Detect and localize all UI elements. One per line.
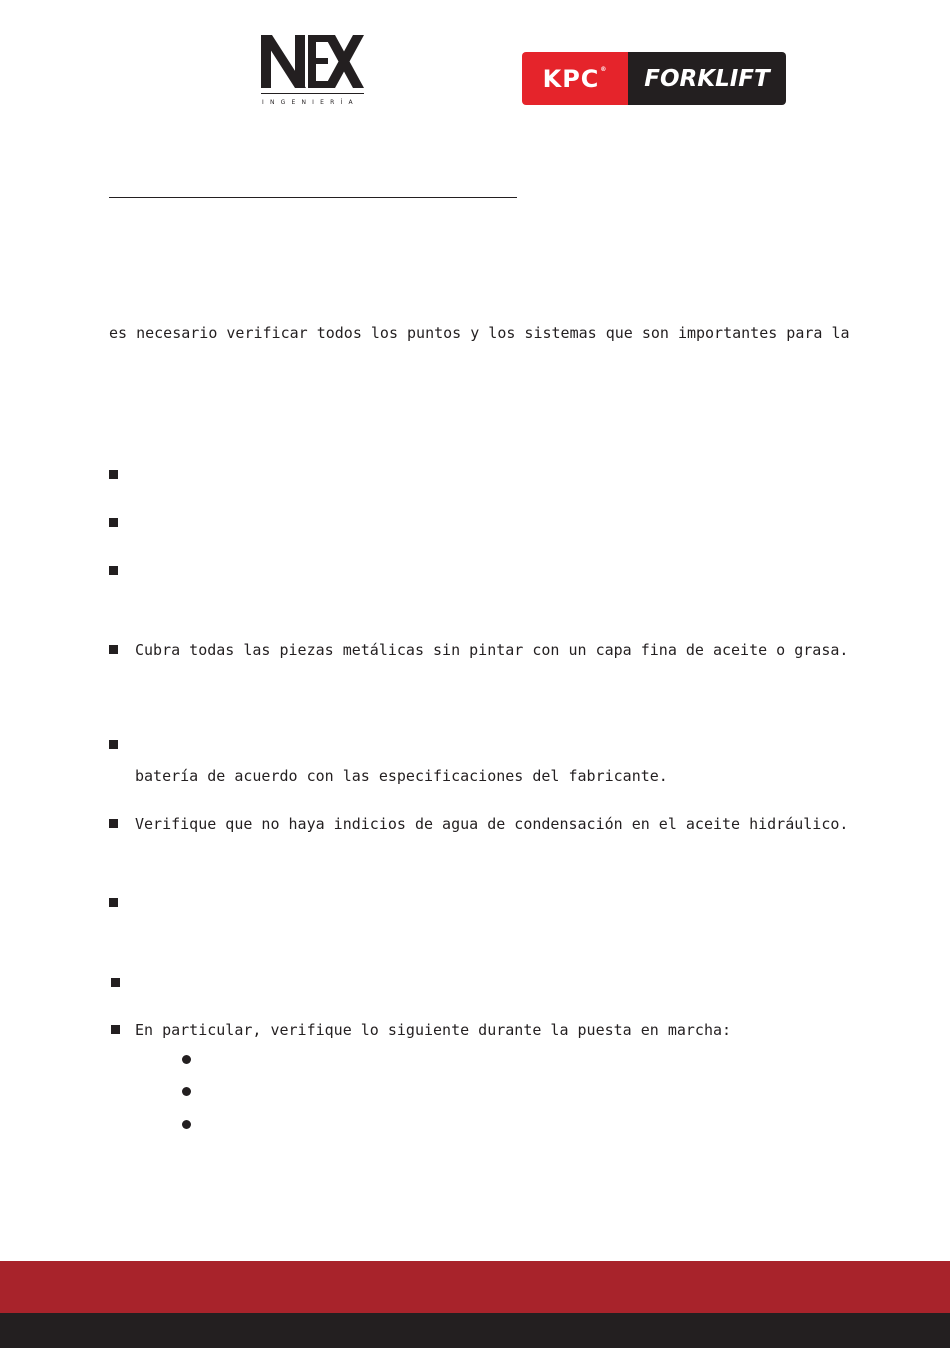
title-underline — [109, 197, 517, 198]
bullet-marker — [109, 898, 118, 907]
sub-bullet-marker — [182, 1120, 191, 1129]
bullet-marker — [109, 740, 118, 749]
bullet-marker — [109, 518, 118, 527]
kpc-forklift-logo — [522, 52, 786, 105]
bullet-text: En particular, verifique lo siguiente durante la puesta en marcha: — [135, 1021, 732, 1039]
kpc-brand: KPC ® — [522, 52, 628, 105]
bullet-text: Verifique que no haya indicios de agua de condensación en el aceite hidráulico. — [135, 815, 849, 833]
bullet-text: batería de acuerdo con las especificaciones del fabricante. — [135, 767, 668, 785]
bullet-marker — [111, 1025, 120, 1034]
footer-band-dark — [0, 1313, 950, 1348]
footer-band-red — [0, 1261, 950, 1313]
registered-mark: ® — [600, 66, 608, 73]
bullet-marker — [109, 470, 118, 479]
bullet-marker — [109, 819, 118, 828]
bullet-text: Cubra todas las piezas metálicas sin pintar con un capa fina de aceite o grasa. — [135, 641, 849, 659]
kpc-product: FORKLIFT — [628, 52, 786, 105]
bullet-marker — [109, 645, 118, 654]
bullet-marker — [109, 566, 118, 575]
sub-bullet-marker — [182, 1055, 191, 1064]
intro-paragraph: es necesario verificar todos los puntos y los sistemas que son importantes para la — [109, 324, 850, 342]
bullet-marker — [111, 978, 120, 987]
sub-bullet-marker — [182, 1087, 191, 1096]
nex-logo-subtitle: INGENIERÍA — [262, 99, 359, 106]
